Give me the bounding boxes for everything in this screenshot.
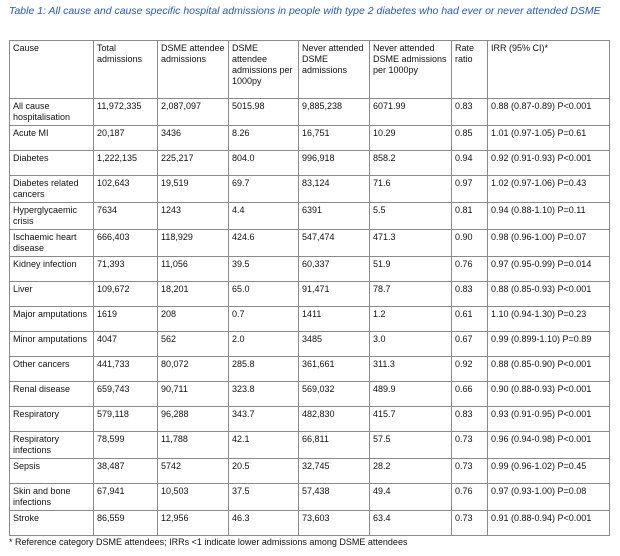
table-cell: 10,503 bbox=[158, 484, 229, 511]
table-cell: 562 bbox=[158, 332, 229, 357]
table-cell: 1.10 (0.94-1.30) P=0.23 bbox=[488, 307, 610, 332]
cause-cell: All cause hospitalisation bbox=[10, 99, 94, 126]
cause-cell: Sepsis bbox=[10, 459, 94, 484]
table-cell: 0.73 bbox=[452, 432, 488, 459]
table-cell: 0.96 (0.94-0.98) P<0.001 bbox=[488, 432, 610, 459]
cause-cell: Respiratory infections bbox=[10, 432, 94, 459]
table-cell: 1.2 bbox=[370, 307, 452, 332]
cause-cell: Respiratory bbox=[10, 407, 94, 432]
table-cell: 86,559 bbox=[94, 511, 158, 536]
table-cell: 38,487 bbox=[94, 459, 158, 484]
table-cell: 1619 bbox=[94, 307, 158, 332]
table-cell: 2,087,097 bbox=[158, 99, 229, 126]
table-cell: 2.0 bbox=[229, 332, 299, 357]
table-row bbox=[10, 151, 610, 176]
table-row bbox=[10, 99, 610, 126]
cause-cell: Stroke bbox=[10, 511, 94, 536]
table-row bbox=[10, 357, 610, 382]
cause-cell: Ischaemic heart disease bbox=[10, 230, 94, 257]
table-cell: 118,929 bbox=[158, 230, 229, 257]
table-cell: 0.88 (0.85-0.90) P<0.001 bbox=[488, 357, 610, 382]
table-cell: 415.7 bbox=[370, 407, 452, 432]
table-cell: 37.5 bbox=[229, 484, 299, 511]
table-cell: 3436 bbox=[158, 126, 229, 151]
table-cell: 0.88 (0.87-0.89) P<0.001 bbox=[488, 99, 610, 126]
table-cell: 424.6 bbox=[229, 230, 299, 257]
table-cell: 5015.98 bbox=[229, 99, 299, 126]
table-cell: 8.26 bbox=[229, 126, 299, 151]
table-cell: 19,519 bbox=[158, 176, 229, 203]
table-row bbox=[10, 432, 610, 459]
table-cell: 11,056 bbox=[158, 257, 229, 282]
column-header: DSME attendee admissions bbox=[158, 41, 229, 99]
table-cell: 569,032 bbox=[299, 382, 370, 407]
table-cell: 9,885,238 bbox=[299, 99, 370, 126]
table-cell: 311.3 bbox=[370, 357, 452, 382]
table-cell: 96,288 bbox=[158, 407, 229, 432]
admissions-table bbox=[9, 40, 610, 536]
table-cell: 11,972,335 bbox=[94, 99, 158, 126]
table-cell: 51.9 bbox=[370, 257, 452, 282]
column-header: DSME attendee admissions per 1000py bbox=[229, 41, 299, 99]
cause-cell: Minor amputations bbox=[10, 332, 94, 357]
table-cell: 80,072 bbox=[158, 357, 229, 382]
table-cell: 0.94 (0.88-1.10) P=0.11 bbox=[488, 203, 610, 230]
table-cell: 91,471 bbox=[299, 282, 370, 307]
table-cell: 0.92 bbox=[452, 357, 488, 382]
table-cell: 16,751 bbox=[299, 126, 370, 151]
column-header: Rate ratio bbox=[452, 41, 488, 99]
table-row bbox=[10, 282, 610, 307]
table-cell: 6071.99 bbox=[370, 99, 452, 126]
table-cell: 0.98 (0.96-1.00) P=0.07 bbox=[488, 230, 610, 257]
table-cell: 0.73 bbox=[452, 459, 488, 484]
table-cell: 65.0 bbox=[229, 282, 299, 307]
table-cell: 0.61 bbox=[452, 307, 488, 332]
table-cell: 63.4 bbox=[370, 511, 452, 536]
table-row bbox=[10, 459, 610, 484]
table-cell: 4047 bbox=[94, 332, 158, 357]
table-cell: 0.85 bbox=[452, 126, 488, 151]
table-cell: 0.92 (0.91-0.93) P<0.001 bbox=[488, 151, 610, 176]
table-row bbox=[10, 382, 610, 407]
table-cell: 69.7 bbox=[229, 176, 299, 203]
table-cell: 323.8 bbox=[229, 382, 299, 407]
table-row bbox=[10, 203, 610, 230]
table-cell: 0.76 bbox=[452, 257, 488, 282]
table-cell: 5.5 bbox=[370, 203, 452, 230]
table-caption: Table 1: All cause and cause specific hospital admissions in people with type 2 diabetes who had ever or never attended DSME bbox=[9, 5, 601, 17]
table-cell: 20.5 bbox=[229, 459, 299, 484]
table-cell: 0.90 bbox=[452, 230, 488, 257]
table-cell: 996,918 bbox=[299, 151, 370, 176]
table-cell: 60,337 bbox=[299, 257, 370, 282]
table-cell: 0.83 bbox=[452, 99, 488, 126]
table-cell: 66,811 bbox=[299, 432, 370, 459]
table-cell: 0.93 (0.91-0.95) P<0.001 bbox=[488, 407, 610, 432]
table-cell: 489.9 bbox=[370, 382, 452, 407]
column-header: Cause bbox=[10, 41, 94, 99]
table-cell: 225,217 bbox=[158, 151, 229, 176]
table-cell: 1411 bbox=[299, 307, 370, 332]
table-cell: 0.76 bbox=[452, 484, 488, 511]
table-cell: 1,222,135 bbox=[94, 151, 158, 176]
table-cell: 7634 bbox=[94, 203, 158, 230]
table-cell: 109,672 bbox=[94, 282, 158, 307]
table-cell: 0.83 bbox=[452, 282, 488, 307]
table-cell: 804.0 bbox=[229, 151, 299, 176]
table-cell: 0.81 bbox=[452, 203, 488, 230]
column-header: Total admissions bbox=[94, 41, 158, 99]
table-cell: 0.97 (0.93-1.00) P=0.08 bbox=[488, 484, 610, 511]
table-cell: 78,599 bbox=[94, 432, 158, 459]
table-row bbox=[10, 126, 610, 151]
table-cell: 73,603 bbox=[299, 511, 370, 536]
table-cell: 32,745 bbox=[299, 459, 370, 484]
cause-cell: Liver bbox=[10, 282, 94, 307]
table-cell: 0.99 (0.96-1.02) P=0.45 bbox=[488, 459, 610, 484]
table-cell: 858.2 bbox=[370, 151, 452, 176]
table-cell: 3485 bbox=[299, 332, 370, 357]
table-cell: 12,956 bbox=[158, 511, 229, 536]
table-cell: 18,201 bbox=[158, 282, 229, 307]
table-cell: 482,830 bbox=[299, 407, 370, 432]
table-cell: 78.7 bbox=[370, 282, 452, 307]
table-cell: 579,118 bbox=[94, 407, 158, 432]
table-cell: 0.91 (0.88-0.94) P<0.001 bbox=[488, 511, 610, 536]
table-cell: 0.90 (0.88-0.93) P<0.001 bbox=[488, 382, 610, 407]
table-row bbox=[10, 307, 610, 332]
table-cell: 11,788 bbox=[158, 432, 229, 459]
table-footnote: * Reference category DSME attendees; IRRs <1 indicate lower admissions among DSME attendees bbox=[9, 537, 408, 547]
table-cell: 1243 bbox=[158, 203, 229, 230]
table-cell: 49.4 bbox=[370, 484, 452, 511]
table-cell: 57.5 bbox=[370, 432, 452, 459]
table-cell: 83,124 bbox=[299, 176, 370, 203]
table-cell: 3.0 bbox=[370, 332, 452, 357]
table-cell: 6391 bbox=[299, 203, 370, 230]
cause-cell: Diabetes bbox=[10, 151, 94, 176]
table-cell: 1.02 (0.97-1.06) P=0.43 bbox=[488, 176, 610, 203]
column-header: IRR (95% CI)* bbox=[488, 41, 610, 99]
table-cell: 0.97 (0.95-0.99) P=0.014 bbox=[488, 257, 610, 282]
table-cell: 71,393 bbox=[94, 257, 158, 282]
table-cell: 1.01 (0.97-1.05) P=0.61 bbox=[488, 126, 610, 151]
table-cell: 67,941 bbox=[94, 484, 158, 511]
cause-cell: Hyperglycaemic crisis bbox=[10, 203, 94, 230]
table-cell: 0.7 bbox=[229, 307, 299, 332]
table-cell: 285.8 bbox=[229, 357, 299, 382]
cause-cell: Diabetes related cancers bbox=[10, 176, 94, 203]
table-cell: 0.66 bbox=[452, 382, 488, 407]
cause-cell: Major amputations bbox=[10, 307, 94, 332]
table-row bbox=[10, 257, 610, 282]
table-cell: 28.2 bbox=[370, 459, 452, 484]
table-row bbox=[10, 484, 610, 511]
table-cell: 42.1 bbox=[229, 432, 299, 459]
table-cell: 0.67 bbox=[452, 332, 488, 357]
table-row bbox=[10, 176, 610, 203]
table-cell: 666,403 bbox=[94, 230, 158, 257]
table-cell: 0.73 bbox=[452, 511, 488, 536]
table-row bbox=[10, 511, 610, 536]
table-cell: 659,743 bbox=[94, 382, 158, 407]
table-cell: 90,711 bbox=[158, 382, 229, 407]
table-cell: 471.3 bbox=[370, 230, 452, 257]
table-cell: 361,661 bbox=[299, 357, 370, 382]
table-cell: 547,474 bbox=[299, 230, 370, 257]
table-cell: 0.88 (0.85-0.93) P<0.001 bbox=[488, 282, 610, 307]
cause-cell: Renal disease bbox=[10, 382, 94, 407]
table-cell: 5742 bbox=[158, 459, 229, 484]
table-row bbox=[10, 407, 610, 432]
table-cell: 4.4 bbox=[229, 203, 299, 230]
table-cell: 0.94 bbox=[452, 151, 488, 176]
table-cell: 441,733 bbox=[94, 357, 158, 382]
cause-cell: Kidney infection bbox=[10, 257, 94, 282]
table-cell: 208 bbox=[158, 307, 229, 332]
table-cell: 102,643 bbox=[94, 176, 158, 203]
column-header: Never attended DSME admissions bbox=[299, 41, 370, 99]
table-cell: 71.6 bbox=[370, 176, 452, 203]
table-cell: 0.99 (0.899-1.10) P=0.89 bbox=[488, 332, 610, 357]
cause-cell: Other cancers bbox=[10, 357, 94, 382]
table-cell: 0.83 bbox=[452, 407, 488, 432]
header-row bbox=[10, 41, 610, 99]
table-cell: 57,438 bbox=[299, 484, 370, 511]
table-cell: 20,187 bbox=[94, 126, 158, 151]
table-cell: 10.29 bbox=[370, 126, 452, 151]
table-cell: 343.7 bbox=[229, 407, 299, 432]
table-row bbox=[10, 230, 610, 257]
table-row bbox=[10, 332, 610, 357]
cause-cell: Skin and bone infections bbox=[10, 484, 94, 511]
table-cell: 0.97 bbox=[452, 176, 488, 203]
table-cell: 46.3 bbox=[229, 511, 299, 536]
column-header: Never attended DSME admissions per 1000py bbox=[370, 41, 452, 99]
table-cell: 39.5 bbox=[229, 257, 299, 282]
cause-cell: Acute MI bbox=[10, 126, 94, 151]
